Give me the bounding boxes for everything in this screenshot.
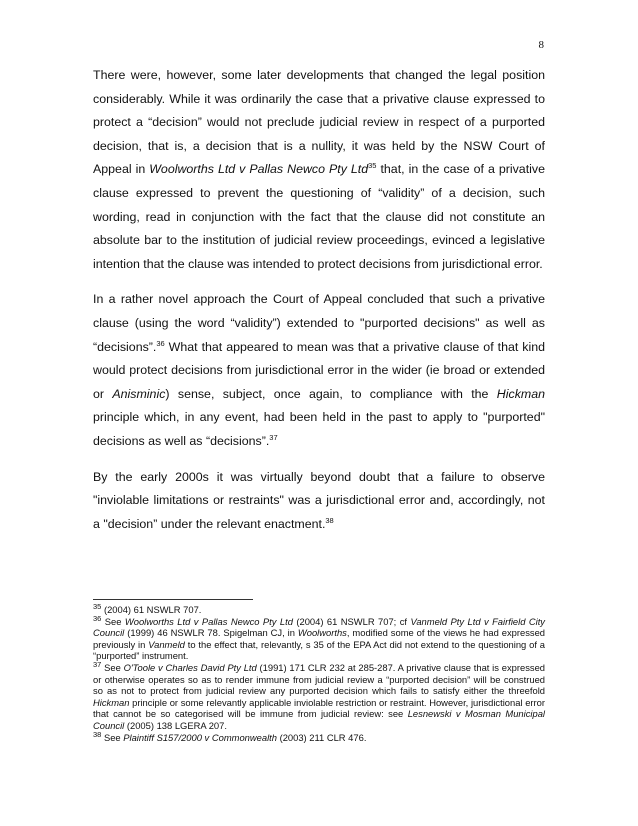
footnote-ref: 35 [93, 601, 102, 611]
footnote-ref: 36 [93, 613, 102, 623]
italic-text: Woolworths Ltd v Pallas Newco Pty Ltd [124, 615, 293, 627]
body-text [93, 64, 545, 548]
italic-text: Woolworths Ltd v Pallas Newco Pty Ltd [149, 162, 369, 177]
footnote [93, 729, 545, 744]
text-run: that, in the case of a privative clause expressed to prevent the questioning of “validity” of a decision, such wording, read in conjunction with the fact that the clause did not constitute an absolute bar to the institution of judicial review proceedings, evinced a legislative intention that the clause was intended to protect decisions from jurisdictional error. [93, 162, 545, 271]
text-run: to the effect that, relevantly, s 35 of the EPA Act did not extend to the questioning of a “purported” instrument. [93, 638, 545, 662]
footnote-ref: 35 [368, 161, 377, 171]
paragraph [93, 466, 545, 537]
italic-text: Vanmeld [148, 638, 185, 650]
paragraph [93, 64, 545, 276]
footnote [93, 659, 545, 732]
footnote-ref: 36 [156, 338, 165, 348]
text-run: In a rather novel approach the Court of Appeal concluded that such a privative clause (using the word “validity”) extended to "purported decisions" as well as “decisions”. [93, 292, 545, 354]
text-run: principle which, in any event, had been held in the past to apply to "purported" decisions as well as “decisions”. [93, 410, 545, 448]
text-run: (2005) 138 LGERA 207. [124, 719, 227, 731]
text-run: (1991) 171 CLR 232 at 285-287. A privative clause that is expressed or otherwise operates so as to render immune from judicial review a “purported decision” will be construed so as not to protect from judicial review any purported decision which fails to satisfy either the threefold [93, 661, 545, 697]
italic-text: Hickman [93, 696, 130, 708]
text-run: There were, however, some later developments that changed the legal position considerably. While it was ordinarily the case that a privative clause expressed to protect a “decision” would not preclude judicial review in respect of a purported decision, that is, a decision that is a nullity, it was held by the NSW Court of Appeal in [93, 68, 545, 177]
footnote-ref: 37 [93, 659, 102, 669]
text-run: By the early 2000s it was virtually beyond doubt that a failure to observe "inviolable limitations or restraints" was a jurisdictional error and, accordingly, not a "decision” under the relevant enactment. [93, 469, 545, 531]
italic-text: Anisminic [112, 386, 166, 401]
italic-text: Vanmeld Pty Ltd v Fairfield City Council [93, 615, 545, 639]
text-run: principle or some relevantly applicable inviolable restriction or restraint. However, jurisdictional error that cannot be so categorised will be immune from judicial review: see [93, 696, 545, 720]
text-run: (2004) 61 NSWLR 707; cf [292, 615, 411, 627]
text-run: (2004) 61 NSWLR 707. [101, 604, 202, 615]
footnotes [93, 601, 545, 743]
footnote-separator [93, 599, 253, 600]
footnote-ref: 37 [269, 432, 278, 442]
italic-text: O'Toole v Charles David Pty Ltd [123, 661, 257, 673]
italic-text: Hickman [496, 386, 545, 401]
italic-text: Plaintiff S157/2000 v Commonwealth [123, 731, 277, 743]
footnote [93, 601, 545, 616]
text-run: (2003) 211 CLR 476. [276, 731, 367, 743]
footnote-ref: 38 [93, 729, 102, 739]
footnote-ref: 38 [325, 515, 334, 525]
italic-text: Lesnewski v Mosman Municipal Council [93, 708, 545, 731]
text-run: See [101, 615, 125, 627]
text-run: ) sense, subject, once again, to compliance with the [165, 386, 497, 401]
paragraph [93, 288, 545, 453]
text-run: See [101, 731, 124, 743]
page-number: 8 [538, 39, 544, 51]
text-run: See [101, 661, 124, 673]
text-run: , modified some of the views he had expressed previously in [93, 627, 545, 650]
footnote [93, 613, 545, 662]
text-run: What that appeared to mean was that a privative clause of that kind would protect decisions from jurisdictional error in the wider (ie broad or extended or [93, 339, 545, 401]
text-run: (1999) 46 NSWLR 78. Spigelman CJ, in [124, 627, 298, 639]
italic-text: Woolworths [297, 627, 347, 639]
